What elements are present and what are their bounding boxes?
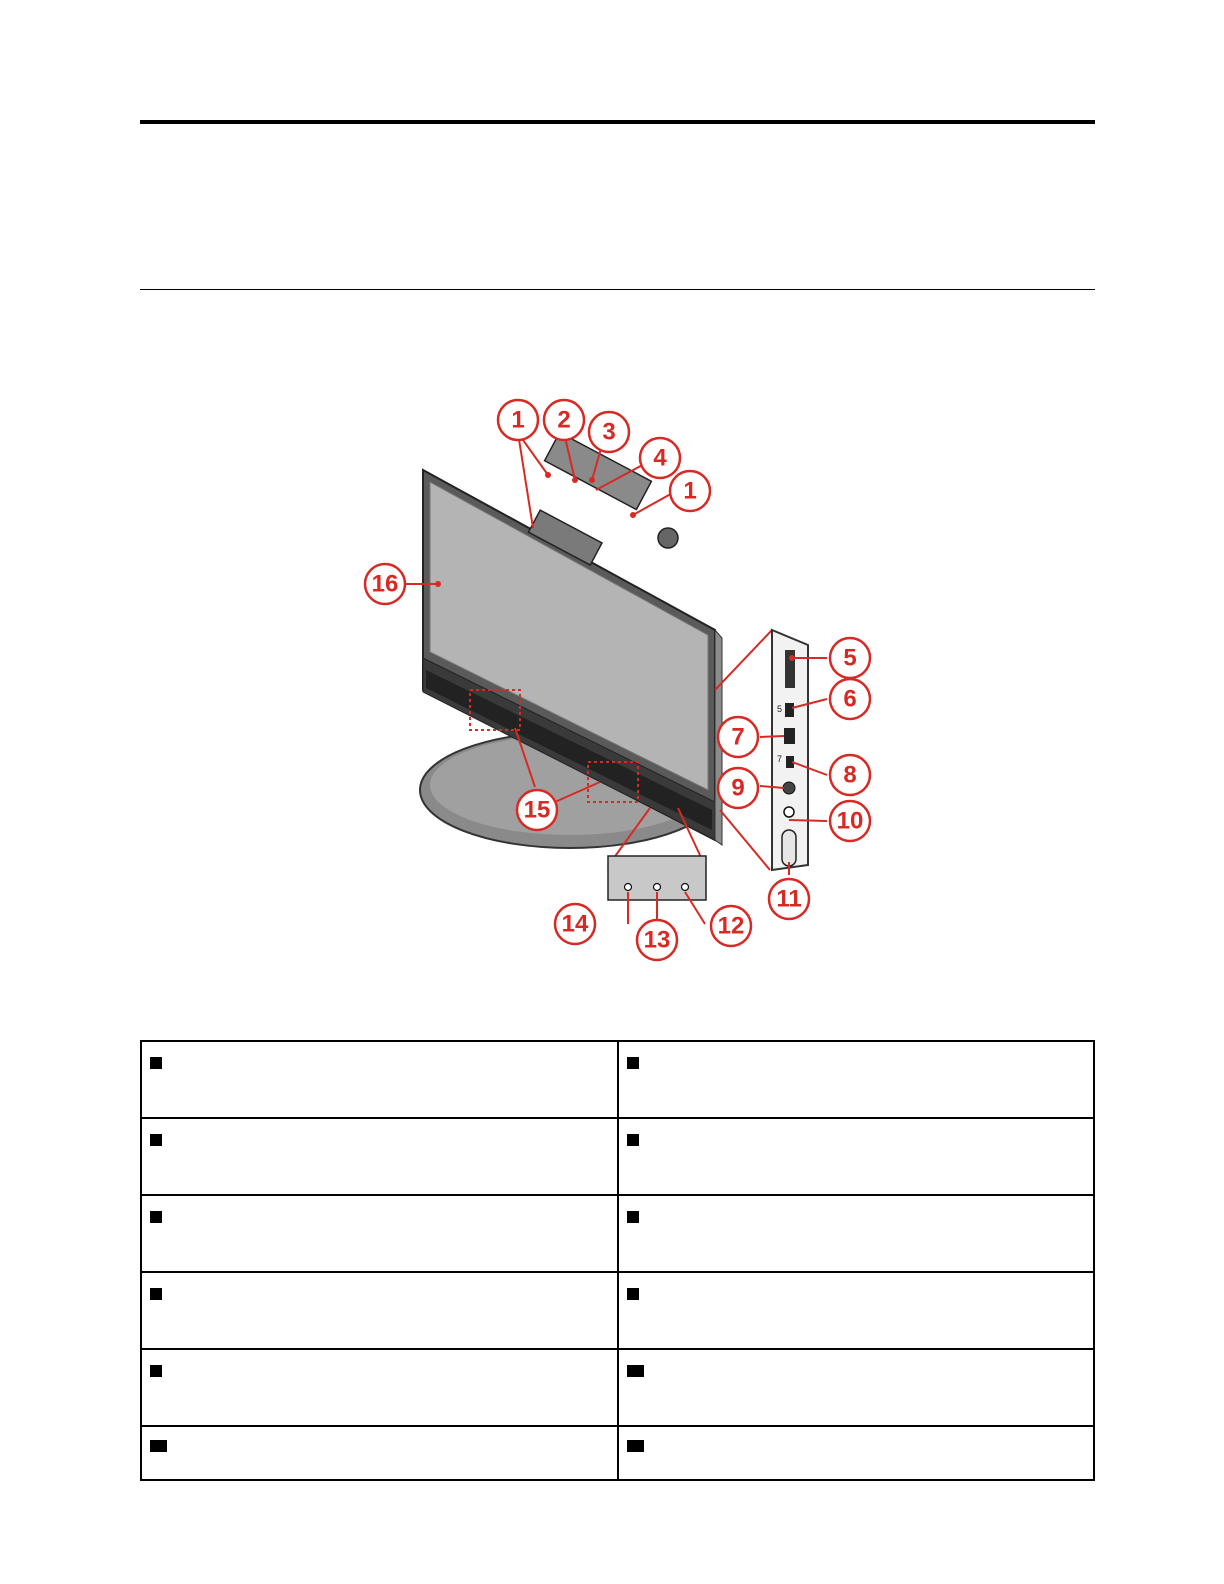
callout-7 — [718, 717, 758, 757]
legend-badge-3: 3 — [150, 1134, 162, 1146]
legend-badge-12: 12 — [627, 1440, 644, 1452]
svg-text:6: 6 — [843, 685, 857, 713]
table-row — [141, 1195, 1094, 1272]
svg-text:13: 13 — [643, 926, 671, 954]
legend-cell — [141, 1272, 618, 1349]
port-label-7: 7 — [777, 754, 783, 764]
callout-15 — [517, 790, 557, 830]
legend-cell — [141, 1041, 618, 1118]
table-row — [141, 1041, 1094, 1118]
callout-9 — [718, 768, 758, 808]
callout-3 — [589, 412, 629, 452]
svg-text:7: 7 — [731, 723, 745, 751]
legend-badge-10: 10 — [627, 1365, 644, 1377]
section-rule — [140, 289, 1095, 290]
callout-14 — [555, 904, 595, 944]
callout-4 — [640, 438, 680, 478]
svg-text:14: 14 — [561, 910, 589, 938]
legend-badge-5: 5 — [150, 1211, 162, 1223]
callout-12 — [711, 906, 751, 946]
legend-cell — [141, 1426, 618, 1480]
callout-1a — [498, 400, 538, 440]
legend-badge-2: 2 — [627, 1057, 639, 1069]
svg-text:4: 4 — [653, 444, 667, 472]
svg-text:9: 9 — [731, 774, 745, 802]
svg-text:11: 11 — [776, 885, 802, 913]
legend-cell — [141, 1118, 618, 1195]
svg-text:16: 16 — [371, 570, 399, 598]
svg-text:8: 8 — [843, 761, 857, 789]
svg-text:15: 15 — [523, 796, 551, 824]
top-rule — [140, 120, 1095, 124]
table-row — [141, 1272, 1094, 1349]
table-row — [141, 1118, 1094, 1195]
callout-8 — [830, 755, 870, 795]
svg-text:5: 5 — [843, 644, 857, 672]
legend-cell — [141, 1195, 618, 1272]
legend-cell — [618, 1041, 1095, 1118]
svg-text:1: 1 — [683, 477, 697, 505]
legend-badge-6: 6 — [627, 1211, 639, 1223]
svg-text:1: 1 — [511, 406, 525, 434]
legend-cell — [141, 1349, 618, 1426]
callout-13 — [637, 920, 677, 960]
callout-2 — [544, 400, 584, 440]
legend-cell — [618, 1195, 1095, 1272]
callout-11 — [769, 879, 809, 919]
legend-badge-8: 8 — [627, 1288, 639, 1300]
legend-badge-7: 7 — [150, 1288, 162, 1300]
legend-cell — [618, 1118, 1095, 1195]
port-label-5: 5 — [777, 704, 783, 714]
svg-text:2: 2 — [557, 406, 571, 434]
callout-5 — [830, 638, 870, 678]
legend-cell — [618, 1272, 1095, 1349]
svg-text:12: 12 — [717, 912, 745, 940]
component-legend-table — [140, 1040, 1095, 1481]
legend-badge-4: 4 — [627, 1134, 639, 1146]
callout-1b — [670, 471, 710, 511]
computer-front-figure — [330, 390, 890, 970]
legend-badge-9: 9 — [150, 1365, 162, 1377]
table-row — [141, 1349, 1094, 1426]
legend-cell — [618, 1349, 1095, 1426]
legend-cell — [618, 1426, 1095, 1480]
callout-16 — [365, 564, 405, 604]
callout-10 — [830, 801, 870, 841]
svg-text:3: 3 — [602, 418, 616, 446]
svg-text:10: 10 — [836, 807, 864, 835]
legend-badge-1: 1 — [150, 1057, 162, 1069]
table-row — [141, 1426, 1094, 1480]
callout-6 — [830, 679, 870, 719]
legend-badge-11: 11 — [150, 1440, 167, 1452]
